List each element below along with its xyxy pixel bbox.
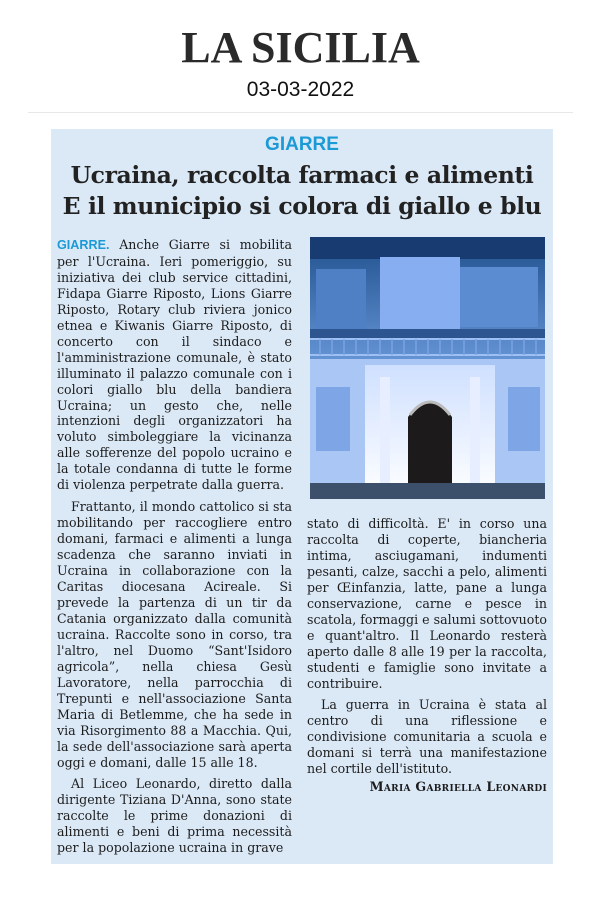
headline-line-1: Ucraina, raccolta farmaci e alimenti bbox=[70, 161, 534, 189]
paragraph-4: La guerra in Ucraina è stata al centro di una riflessione e condivisione comunitaria a scuola e domani si terrà una manifestazione nel cortile dell'istituto. bbox=[307, 697, 547, 777]
article-column-left bbox=[57, 237, 292, 856]
paragraph-1-text: Anche Giarre si mobilita per l'Ucraina. Ieri pomeriggio, su iniziativa dei club service cittadini, Fidapa Giarre Riposto, Lions Giarre Riposto, Rotary club riviera jonico etnea e Kiwanis Giarre Riposto, di concerto con il sindaco e l'amministrazione comunale, è stato illuminato il palazzo comunale con i colori giallo blu della bandiera Ucraina; un gesto che, nelle intenzioni degli organizzatori ha voluto simboleggiare la vicinanza alle sofferenze del popolo ucraino e la totale condanna di tutte le forme di violenza perpetrate dalla guerra. bbox=[57, 237, 292, 493]
section-label: GIARRE bbox=[265, 134, 339, 155]
article-clipping bbox=[51, 129, 553, 864]
newspaper-title: LA SICILIA bbox=[181, 23, 420, 72]
paragraph-2: Frattanto, il mondo cattolico si sta mobilitando per raccogliere entro domani, farmaci e alimenti a lunga scadenza che saranno inviati in Ucraina in collaborazione con la Caritas diocesana Acireale. Si prevede la partenza di un tir da Catania organizzato dalla comunità ucraina. Raccolte sono in corso, tra l'altro, nel Duomo “Sant'Isidoro agricola”, nella chiesa Gesù Lavoratore, nella parrocchia di Trepunti e nell'associazione Santa Maria di Betlemme, che ha sede in via Risorgimento 88 a Macchia. Qui, la sede dell'associazione sarà aperta oggi e domani, dalle 15 alle 18. bbox=[57, 499, 292, 770]
dateline: GIARRE. bbox=[57, 238, 110, 252]
illuminated-building-image bbox=[310, 237, 545, 499]
author-byline: Maria Gabriella Leonardi bbox=[369, 779, 547, 795]
headline-line-2: E il municipio si colora di giallo e blu bbox=[62, 192, 542, 220]
masthead bbox=[0, 22, 601, 103]
paragraph-3-continued: stato di difficoltà. E' in corso una raccolta di coperte, biancheria intima, asciugamani, indumenti pesanti, calze, sacchi a pelo, alimenti per Œinfanzia, latte, pane a lunga conservazione, carne e pesce in scatola, formaggi e salumi sottovuoto e quant'altro. Il Leonardo resterà aperto dalle 8 alle 19 per la raccolta, studenti e famiglie sono invitate a contribuire. bbox=[307, 516, 547, 691]
paragraph-3: Al Liceo Leonardo, diretto dalla dirigente Tiziana D'Anna, sono state raccolte le prime donazioni di alimenti e beni di prima necessità per la popolazione ucraina in grave bbox=[57, 776, 292, 856]
header-divider bbox=[28, 112, 573, 113]
issue-date: 03-03-2022 bbox=[246, 78, 355, 101]
town-hall-photo bbox=[310, 237, 545, 499]
article-column-right bbox=[307, 516, 547, 795]
paragraph-1 bbox=[57, 237, 292, 493]
